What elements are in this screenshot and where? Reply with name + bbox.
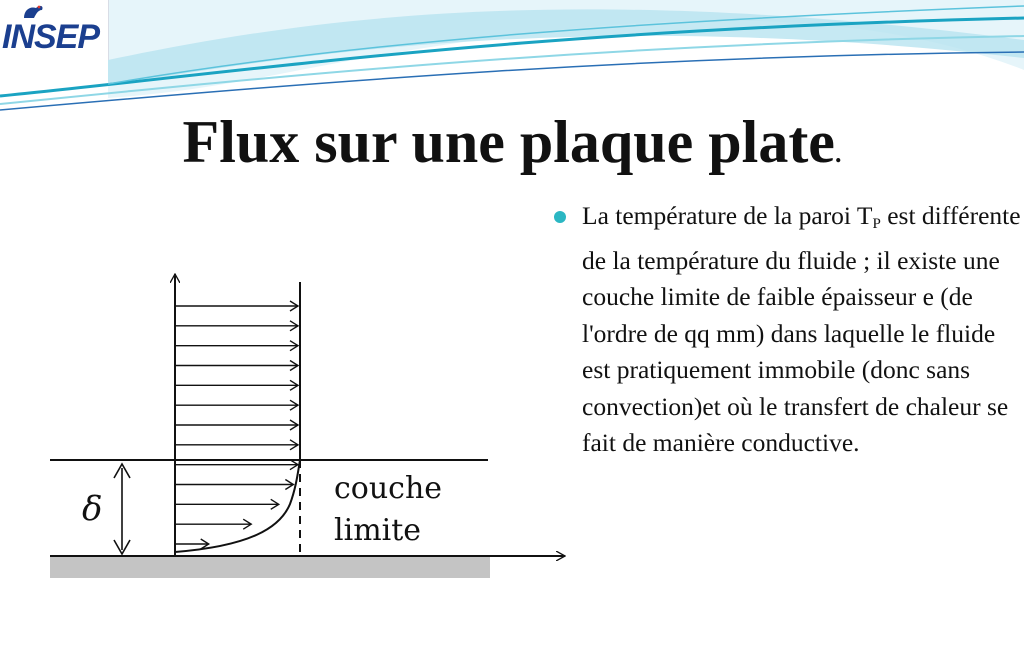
- boundary-layer-diagram: [30, 232, 580, 592]
- bullet-marker: [554, 211, 566, 223]
- logo-text: INSEP: [2, 18, 100, 56]
- header-banner: [0, 0, 1024, 120]
- velocity-profile-curve: [175, 460, 300, 552]
- velocity-arrows: [175, 301, 298, 549]
- slide-title: [0, 108, 1024, 177]
- layer-label-limite: limite: [334, 513, 422, 548]
- bullet-text-end: est différente de la température du fluide ; il existe une couche limite de faible épaisseur e (de l'ordre de qq mm) dans laquelle le fluide est pratiquement immobile (donc sans convection)et où le transfert de chaleur se fait de manière conductive.: [582, 201, 1021, 457]
- title-text: Flux sur une plaque plate: [182, 109, 835, 175]
- bullet-list: [552, 198, 1022, 462]
- layer-label-couche: couche: [334, 471, 443, 506]
- bullet-subscript: P: [872, 216, 881, 232]
- flat-plate: [50, 556, 490, 578]
- title-suffix: .: [834, 139, 842, 168]
- bullet-text-start: La température de la paroi T: [582, 201, 873, 230]
- bullet-item: [552, 198, 1022, 462]
- delta-label: δ: [82, 489, 103, 529]
- insep-logo: [0, 0, 109, 60]
